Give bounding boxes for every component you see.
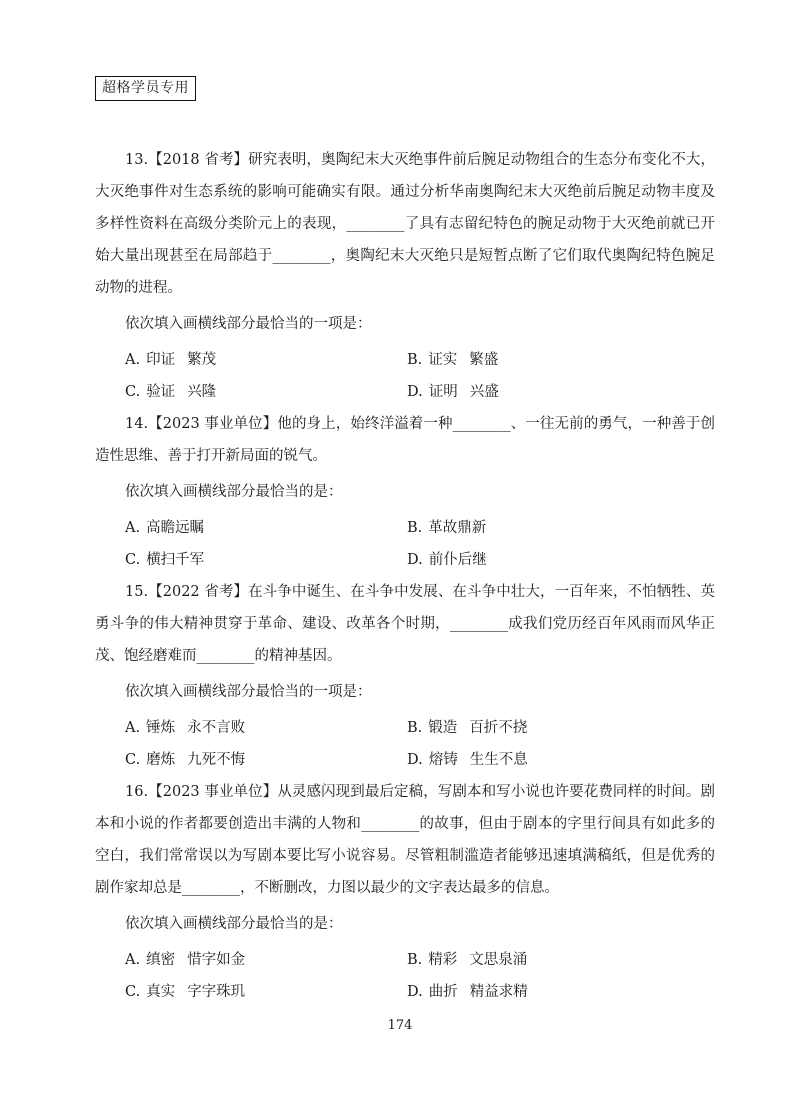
question-number: 13. (125, 152, 149, 168)
question-stem (95, 144, 715, 304)
question-source: 【2023 事业单位】 (148, 416, 278, 432)
option-b[interactable]: B. 精彩 文思泉涌 (407, 952, 528, 968)
question-list (95, 144, 715, 1008)
option-a[interactable]: A. 印证 繁茂 (125, 352, 217, 368)
question-prompt: 依次填入画横线部分最恰当的一项是： (125, 684, 372, 700)
question-number: 15. (125, 584, 149, 600)
option-a[interactable]: A. 缜密 惜字如金 (125, 952, 246, 968)
question-source: 【2018 省考】 (148, 152, 249, 168)
option-list (95, 944, 715, 1008)
option-list (95, 344, 715, 408)
option-list (95, 512, 715, 576)
question-number: 14. (125, 416, 149, 432)
question-15 (95, 576, 715, 776)
question-text: 研究表明，奥陶纪末大灭绝事件前后腕足动物组合的生态分布变化不大，大灭绝事件对生态系统的影响可能确实有限。通过分析华南奥陶纪末大灭绝前后腕足动物丰度及多样性资料在高级分类阶元上的表现，________了具有志留纪特色的腕足动物于大灭绝前就已开始大量出现甚至在局部趋于________，奥陶纪末大灭绝只是短暂点断了它们取代奥陶纪特色腕足动物的进程。 (95, 152, 716, 296)
question-prompt: 依次填入画横线部分最恰当的是： (125, 916, 343, 932)
option-d[interactable]: D. 证明 兴盛 (407, 384, 499, 400)
question-number: 16. (125, 784, 149, 800)
question-source: 【2022 省考】 (148, 584, 249, 600)
option-list (95, 712, 715, 776)
option-c[interactable]: C. 磨炼 九死不悔 (125, 752, 246, 768)
question-source: 【2023 事业单位】 (148, 784, 278, 800)
option-d[interactable]: D. 熔铸 生生不息 (407, 752, 528, 768)
question-prompt: 依次填入画横线部分最恰当的是： (125, 484, 343, 500)
question-stem (95, 576, 715, 672)
question-14 (95, 408, 715, 576)
question-text: 在斗争中诞生、在斗争中发展、在斗争中壮大，一百年来，不怕牺牲、英勇斗争的伟大精神贯穿于革命、建设、改革各个时期，________成我们党历经百年风雨而风华正茂、饱经磨难而________的精神基因。 (95, 584, 716, 664)
option-d[interactable]: D. 曲折 精益求精 (407, 984, 528, 1000)
page-number: 174 (387, 1018, 413, 1033)
option-a[interactable]: A. 高瞻远瞩 (125, 520, 205, 536)
watermark-badge: 超格学员专用 (95, 76, 196, 101)
option-a[interactable]: A. 锤炼 永不言败 (125, 720, 246, 736)
question-stem (95, 408, 715, 472)
question-16 (95, 776, 715, 1008)
option-c[interactable]: C. 真实 字字珠玑 (125, 984, 246, 1000)
question-stem (95, 776, 715, 904)
option-c[interactable]: C. 横扫千军 (125, 552, 205, 568)
question-prompt: 依次填入画横线部分最恰当的一项是： (125, 316, 372, 332)
question-text: 他的身上，始终洋溢着一种________、一往无前的勇气，一种善于创造性思维、善于打开新局面的锐气。 (95, 416, 716, 464)
question-text: 从灵感闪现到最后定稿，写剧本和写小说也许要花费同样的时间。剧本和小说的作者都要创造出丰满的人物和________的故事，但由于剧本的字里行间具有如此多的空白，我们常常误以为写剧本要比写小说容易。尽管粗制滥造者能够迅速填满稿纸，但是优秀的剧作家却总是________，不断删改，力图以最少的文字表达最多的信息。 (95, 784, 715, 896)
option-b[interactable]: B. 锻造 百折不挠 (407, 720, 528, 736)
option-b[interactable]: B. 证实 繁盛 (407, 352, 499, 368)
option-c[interactable]: C. 验证 兴隆 (125, 384, 217, 400)
question-13 (95, 144, 715, 408)
option-d[interactable]: D. 前仆后继 (407, 552, 487, 568)
option-b[interactable]: B. 革故鼎新 (407, 520, 487, 536)
